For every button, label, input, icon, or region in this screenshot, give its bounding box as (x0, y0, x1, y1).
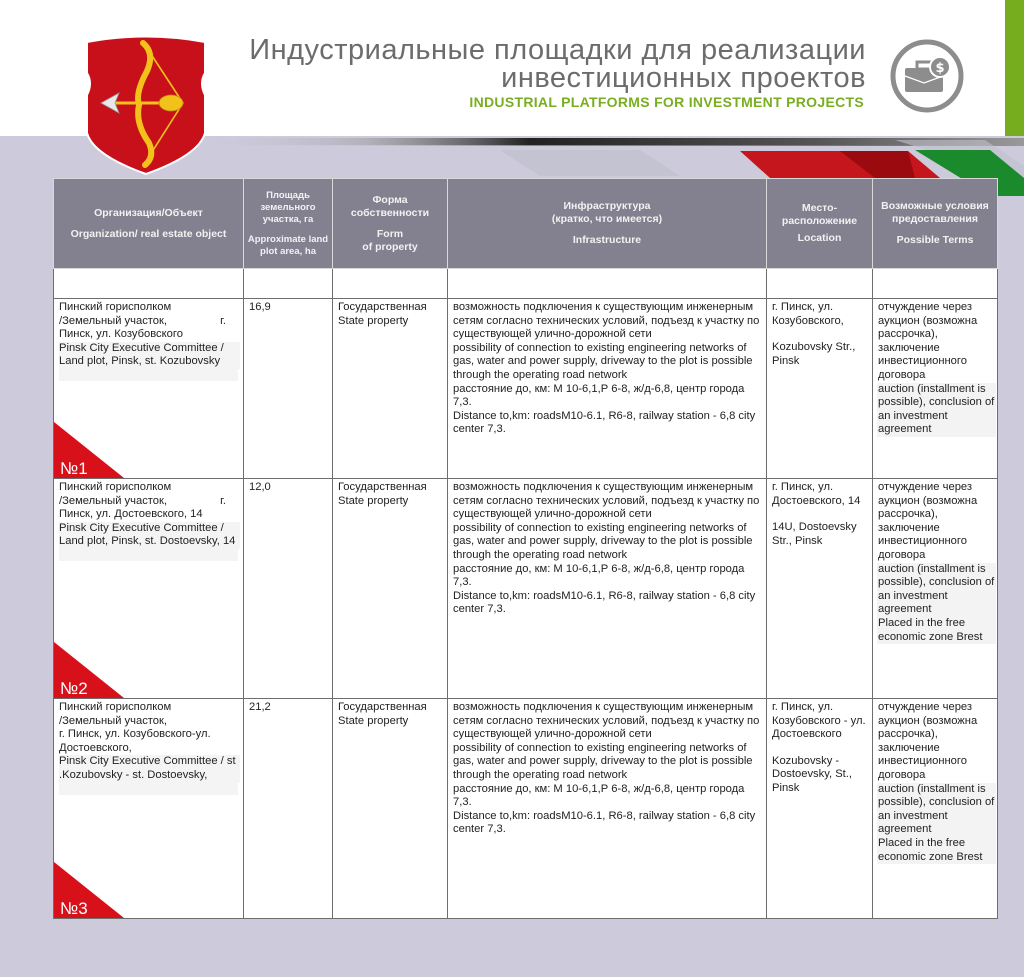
property-ru: Государственная (338, 481, 427, 493)
blank-cell (333, 269, 448, 299)
blank-cell (873, 269, 998, 299)
location-ru: г. Пинск, ул. Козубовского, (772, 301, 844, 327)
infra-en: possibility of connection to existing engineering networks of gas, water and power supply, driveway to the plot is possible through the operating road network (453, 521, 753, 561)
infrastructure-cell (448, 479, 767, 699)
object-en: Pinsk City Executive Committee / Land plot, Pinsk, st. Kozubovsky (59, 342, 240, 369)
column-header-terms (873, 179, 998, 269)
terms-ru: отчуждение через аукцион (возможна рассрочка), заключение инвестиционного договора (878, 701, 978, 781)
page-title-ru (249, 36, 866, 92)
distance-en: Distance to,km: roadsM10-6.1, R6-8, railway station - 6,8 city center 7,3. (453, 589, 756, 616)
object-en: Pinsk City Executive Committee / st .Kozubovsky - st. Dostoevsky, (59, 755, 240, 782)
col-terms-ru: Возможные условия предоставления (881, 200, 989, 225)
green-accent-bar (1005, 0, 1024, 138)
object-pad (59, 549, 238, 561)
blank-cell (767, 269, 873, 299)
object-pad (59, 783, 238, 795)
object-cell (54, 479, 244, 699)
property-en: State property (338, 494, 409, 507)
plot-number: №1 (60, 459, 88, 479)
area-cell: 21,2 (244, 699, 333, 919)
property-en: State property (338, 314, 409, 327)
col-area-en: Approximate land plot area, ha (247, 233, 329, 257)
distance-ru: расстояние до, км: М 10-6,1,Р 6-8, ж/д-6,8, центр города 7,3. (453, 782, 745, 809)
infra-ru: возможность подключения к существующим инженерным сетям согласно технических условий, подъезд к участку по существующей улично-дорожной сети (453, 701, 760, 741)
property-ru: Государственная (338, 301, 427, 313)
location-cell (767, 699, 873, 919)
infra-en: possibility of connection to existing engineering networks of gas, water and power supply, driveway to the plot is possible through the operating road network (453, 741, 753, 781)
object-ru-line-3: Пинск, ул. Козубовского (59, 328, 183, 341)
col-infra-en: Infrastructure (572, 234, 642, 246)
area-cell: 16,9 (244, 299, 333, 479)
col-infra-ru-2: (кратко, что имеется) (551, 213, 663, 225)
property-cell (333, 699, 448, 919)
terms-extra: Placed in the free economic zone Brest (878, 836, 983, 863)
object-ru-line-3: Пинск, ул. Достоевского, 14 (59, 508, 203, 521)
terms-en: auction (installment is possible), conclusion of an investment agreement (878, 382, 995, 436)
distance-ru: расстояние до, км: М 10-6,1,Р 6-8, ж/д-6,8, центр города 7,3. (453, 562, 745, 589)
object-pad (59, 369, 238, 381)
object-ru-line-1: Пинский горисполком (59, 301, 172, 313)
terms-extra: Placed in the free economic zone Brest (878, 616, 983, 643)
distance-en: Distance to,km: roadsM10-6.1, R6-8, railway station - 6,8 city center 7,3. (453, 409, 756, 436)
industrial-sites-table (53, 178, 998, 919)
terms-en-block (877, 383, 996, 437)
column-header-object (54, 179, 244, 269)
location-cell (767, 479, 873, 699)
object-ru-line-1: Пинский горисполком (59, 701, 172, 713)
table-header-row (54, 179, 998, 269)
property-ru: Государственная (338, 701, 427, 713)
terms-cell (873, 299, 998, 479)
plot-number-badge (54, 642, 124, 698)
object-ru-line-2b: г. (220, 314, 226, 327)
object-ru-line-2a: /Земельный участок, (59, 714, 168, 727)
object-ru-line-2b: г. (220, 494, 226, 507)
location-ru: г. Пинск, ул. Козубовского - ул. Достоевского (772, 701, 866, 741)
location-en: 14U, Dostoevsky Str., Pinsk (772, 521, 857, 547)
object-ru-line-2 (59, 315, 238, 329)
terms-cell (873, 479, 998, 699)
blank-cell (54, 269, 244, 299)
infrastructure-cell (448, 299, 767, 479)
page-title-en: INDUSTRIAL PLATFORMS FOR INVESTMENT PROJECTS (469, 94, 864, 110)
title-ru-line-2: инвестиционных проектов (501, 62, 866, 94)
col-property-en-2: of property (362, 240, 418, 253)
infrastructure-cell (448, 699, 767, 919)
property-cell (333, 479, 448, 699)
infra-ru: возможность подключения к существующим инженерным сетям согласно технических условий, подъезд к участку по существующей улично-дорожной сети (453, 301, 760, 341)
area-cell: 12,0 (244, 479, 333, 699)
col-terms-en: Possible Terms (896, 234, 974, 246)
location-cell (767, 299, 873, 479)
terms-ru: отчуждение через аукцион (возможна рассрочка), заключение инвестиционного договора (878, 301, 978, 381)
location-ru: г. Пинск, ул. Достоевского, 14 (772, 481, 861, 507)
column-header-property (333, 179, 448, 269)
infra-en: possibility of connection to existing engineering networks of gas, water and power supply, driveway to the plot is possible through the operating road network (453, 341, 753, 381)
column-header-area (244, 179, 333, 269)
terms-en: auction (installment is possible), conclusion of an investment agreement (878, 562, 995, 616)
infra-ru: возможность подключения к существующим инженерным сетям согласно технических условий, подъезд к участку по существующей улично-дорожной сети (453, 481, 760, 521)
col-location-ru: Место-расположение (781, 202, 858, 227)
col-area-ru: Площадь земельного участка, га (260, 189, 316, 225)
object-cell (54, 699, 244, 919)
object-ru-line-3: г. Пинск, ул. Козубовского-ул. Достоевского, (59, 728, 211, 754)
object-en: Pinsk City Executive Committee / Land plot, Pinsk, st. Dostoevsky, 14 (59, 522, 240, 549)
object-ru-line-2a: /Земельный участок, (59, 314, 168, 327)
column-header-location (767, 179, 873, 269)
blank-spacer-row (54, 269, 998, 299)
column-header-infrastructure (448, 179, 767, 269)
distance-ru: расстояние до, км: М 10-6,1,Р 6-8, ж/д-6,8, центр города 7,3. (453, 382, 745, 409)
terms-en: auction (installment is possible), conclusion of an investment agreement (878, 782, 995, 836)
coat-of-arms-logo (83, 33, 209, 176)
plot-number: №2 (60, 679, 88, 699)
terms-ru: отчуждение через аукцион (возможна рассрочка), заключение инвестиционного договора (878, 481, 978, 561)
blank-cell (448, 269, 767, 299)
location-en: Kozubovsky Str., Pinsk (772, 341, 856, 367)
plot-number: №3 (60, 899, 88, 919)
property-en: State property (338, 714, 409, 727)
object-ru-line-2 (59, 715, 238, 729)
terms-en-block (877, 783, 996, 865)
col-object-en: Organization/ real estate object (70, 227, 227, 240)
plot-number-badge (54, 422, 124, 478)
briefcase-dollar-icon (890, 39, 964, 113)
object-ru-line-1: Пинский горисполком (59, 481, 172, 493)
table-row (54, 479, 998, 699)
table-row (54, 299, 998, 479)
terms-cell (873, 699, 998, 919)
col-property-en-1: Form (376, 227, 404, 240)
col-object-ru: Организация/Объект (94, 206, 203, 219)
svg-text:$: $ (935, 61, 945, 76)
col-property-ru: Форма собственности (350, 193, 430, 219)
col-infra-ru-1: Инфраструктура (563, 200, 651, 212)
property-cell (333, 299, 448, 479)
terms-en-block (877, 563, 996, 645)
location-en: Kozubovsky - Dostoevsky, St., Pinsk (772, 754, 852, 794)
object-ru-line-2 (59, 495, 238, 509)
col-location-en: Location (797, 232, 842, 244)
object-ru-line-2a: /Земельный участок, (59, 494, 168, 507)
table-row (54, 699, 998, 919)
object-cell (54, 299, 244, 479)
distance-en: Distance to,km: roadsM10-6.1, R6-8, railway station - 6,8 city center 7,3. (453, 809, 756, 836)
blank-cell (244, 269, 333, 299)
title-ru-line-1: Индустриальные площадки для реализации (249, 34, 866, 66)
plot-number-badge (54, 862, 124, 918)
